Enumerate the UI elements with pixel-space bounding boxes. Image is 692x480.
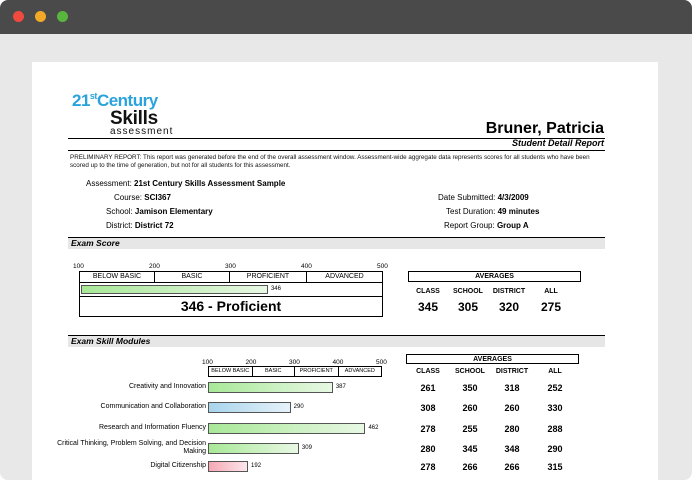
module-label: Critical Thinking, Problem Solving, and Decision Making (57, 440, 206, 455)
module-avg-class: 308 (420, 403, 436, 413)
close-window-button[interactable] (13, 11, 24, 22)
duration-row: Test Duration: 49 minutes (446, 207, 540, 216)
module-avg-class: 280 (420, 444, 436, 454)
module-score-bar (208, 461, 248, 472)
scale-tick: 300 (225, 263, 236, 270)
module-level-advanced: ADVANCED (344, 368, 375, 374)
module-avg-school: 350 (462, 383, 478, 393)
scale-tick: 400 (301, 263, 312, 270)
module-label: Research and Information Fluency (99, 424, 206, 431)
district-row: District: District 72 (106, 221, 174, 230)
module-avg-col-all: ALL (548, 368, 562, 375)
module-score-bar (208, 443, 299, 454)
report-page (32, 62, 658, 480)
module-avg-col-school: SCHOOL (455, 368, 485, 375)
header-divider-2 (68, 150, 605, 151)
module-scale-tick: 400 (332, 359, 344, 366)
date-row: Date Submitted: 4/3/2009 (438, 193, 529, 202)
exam-score-bar-value: 346 (270, 286, 281, 292)
module-score-value: 192 (251, 463, 262, 469)
scale-tick: 100 (73, 263, 84, 270)
level-below-basic: BELOW BASIC (80, 272, 155, 282)
exam-avg-col-district: DISTRICT (492, 288, 526, 295)
exam-score-bar (81, 285, 268, 294)
exam-avg-district: 320 (498, 300, 520, 314)
scale-tick: 500 (377, 263, 388, 270)
exam-score-heading: Exam Score (68, 237, 605, 249)
level-proficient: PROFICIENT (230, 272, 307, 282)
module-avg-school: 260 (462, 403, 478, 413)
module-avg-class: 261 (420, 383, 436, 393)
logo-skills: Skills (110, 108, 158, 129)
module-avg-all: 330 (547, 403, 563, 413)
group-row: Report Group: Group A (444, 221, 529, 230)
module-avg-district: 318 (504, 383, 520, 393)
module-avg-all: 288 (547, 424, 563, 434)
module-avg-class: 278 (420, 462, 436, 472)
preliminary-note: PRELIMINARY REPORT: This report was generated before the end of the overall assessment window. Assessment-wide aggregate data represents scores for all students who have been scored up to the time of generation, but not for all students for this assessment. (70, 154, 590, 169)
maximize-window-button[interactable] (57, 11, 68, 22)
skill-modules-heading: Exam Skill Modules (68, 335, 605, 347)
module-level-below-basic: BELOW BASIC (209, 367, 253, 376)
module-avg-district: 260 (504, 403, 520, 413)
module-scale-tick: 100 (202, 359, 213, 366)
module-level-basic: BASIC (253, 367, 296, 376)
scale-tick: 200 (149, 263, 160, 270)
window-titlebar (0, 0, 692, 34)
module-avg-class: 278 (420, 424, 436, 434)
module-avg-school: 266 (462, 462, 478, 472)
module-scale-tick: 200 (245, 359, 257, 366)
exam-avg-col-class: CLASS (416, 288, 440, 295)
modules-levels (208, 366, 382, 377)
report-type: Student Detail Report (511, 138, 604, 148)
module-level-proficient: PROFICIENT (295, 367, 339, 376)
assessment-row: Assessment: 21st Century Skills Assessment Sample (86, 179, 286, 188)
module-label: Communication and Collaboration (100, 403, 206, 410)
module-avg-col-class: CLASS (416, 368, 440, 375)
module-avg-col-district: DISTRICT (495, 368, 529, 375)
module-avg-all: 252 (547, 383, 563, 393)
exam-avg-all: 275 (540, 300, 562, 314)
module-score-value: 309 (301, 445, 312, 451)
module-avg-school: 345 (462, 444, 478, 454)
exam-avg-col-school: SCHOOL (453, 288, 483, 295)
module-label: Creativity and Innovation (128, 383, 206, 390)
module-scale-tick: 500 (376, 359, 387, 366)
exam-avg-school: 305 (457, 300, 479, 314)
module-avg-school: 255 (462, 424, 478, 434)
module-score-bar (208, 402, 291, 413)
module-score-bar (208, 423, 365, 434)
exam-avg-col-all: ALL (544, 288, 558, 295)
exam-score-levels (79, 271, 383, 283)
course-row: Course: SCI367 (114, 193, 171, 202)
module-avg-all: 290 (547, 444, 563, 454)
level-advanced: ADVANCED (325, 273, 364, 280)
module-avg-district: 348 (504, 444, 520, 454)
module-avg-district: 266 (504, 462, 520, 472)
student-name: Bruner, Patricia (485, 120, 604, 137)
module-scale-tick: 300 (289, 359, 300, 366)
exam-averages-heading: AVERAGES (408, 271, 581, 282)
module-avg-district: 280 (504, 424, 520, 434)
module-score-value: 387 (335, 384, 346, 390)
logo-prefix: 21stCentury (72, 91, 158, 110)
module-averages-heading: AVERAGES (406, 354, 579, 364)
module-avg-all: 315 (547, 462, 563, 472)
module-score-value: 290 (293, 404, 304, 410)
minimize-window-button[interactable] (35, 11, 46, 22)
exam-score-result: 346 - Proficient (79, 296, 383, 317)
module-score-value: 462 (368, 425, 379, 431)
logo-assessment: assessment (110, 126, 174, 137)
module-label: Digital Citizenship (150, 462, 206, 469)
school-row: School: Jamison Elementary (106, 207, 213, 216)
exam-avg-class: 345 (417, 300, 439, 314)
level-basic: BASIC (155, 272, 230, 282)
module-score-bar (208, 382, 333, 393)
